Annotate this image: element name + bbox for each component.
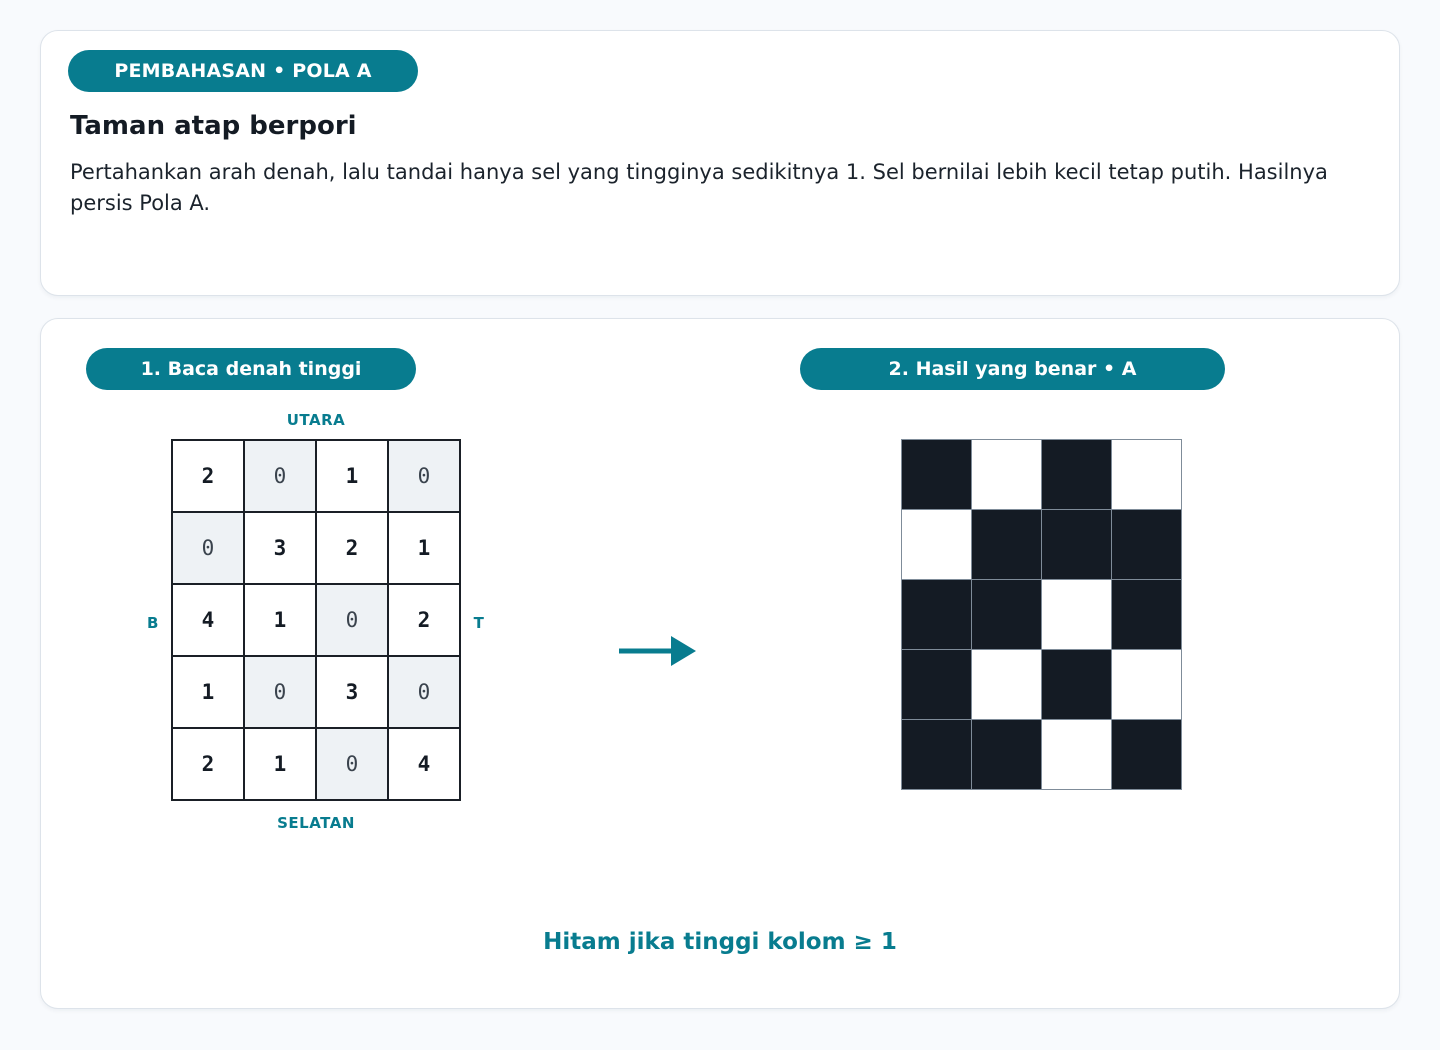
height-cell: 2 (173, 441, 245, 513)
height-cell: 1 (245, 729, 317, 801)
rule-caption: Hitam jika tinggi kolom ≥ 1 (543, 929, 897, 955)
pattern-badge: PEMBAHASAN • POLA A (68, 50, 418, 92)
result-cell-black (1042, 440, 1112, 510)
step-1-label: 1. Baca denah tinggi (86, 348, 416, 390)
result-cell-white (1042, 580, 1112, 650)
height-map-grid (171, 439, 461, 801)
height-cell: 1 (173, 657, 245, 729)
compass-west-label: B (147, 614, 159, 632)
page-title: Taman atap berpori (70, 111, 357, 141)
result-cell-white (1112, 440, 1182, 510)
step-2-label: 2. Hasil yang benar • A (800, 348, 1225, 390)
compass-east-label: T (473, 614, 485, 632)
result-cell-black (902, 440, 972, 510)
height-cell: 2 (389, 585, 461, 657)
result-cell-black (1042, 510, 1112, 580)
height-cell: 4 (173, 585, 245, 657)
result-cell-black (1042, 650, 1112, 720)
height-cell: 1 (389, 513, 461, 585)
height-cell: 3 (317, 657, 389, 729)
result-cell-white (1042, 720, 1112, 790)
result-cell-black (1112, 510, 1182, 580)
result-cell-white (1112, 650, 1182, 720)
height-cell: 4 (389, 729, 461, 801)
result-cell-black (972, 580, 1042, 650)
compass-north-label: UTARA (286, 411, 346, 429)
compass-south-label: SELATAN (277, 814, 355, 832)
result-cell-black (1112, 720, 1182, 790)
result-cell-black (1112, 580, 1182, 650)
height-cell: 1 (245, 585, 317, 657)
height-cell: 2 (173, 729, 245, 801)
height-cell: 0 (317, 585, 389, 657)
height-cell: 3 (245, 513, 317, 585)
arrow-right-icon (619, 633, 699, 669)
height-cell: 0 (389, 657, 461, 729)
height-cell: 0 (389, 441, 461, 513)
result-cell-black (972, 720, 1042, 790)
result-cell-white (972, 440, 1042, 510)
explanation-card (40, 30, 1400, 296)
result-pattern-grid (901, 439, 1182, 790)
result-cell-black (902, 650, 972, 720)
height-cell: 0 (245, 657, 317, 729)
result-cell-white (972, 650, 1042, 720)
result-cell-black (972, 510, 1042, 580)
solution-card (40, 318, 1400, 1009)
height-cell: 0 (317, 729, 389, 801)
result-cell-white (902, 510, 972, 580)
height-cell: 2 (317, 513, 389, 585)
result-cell-black (902, 580, 972, 650)
result-cell-black (902, 720, 972, 790)
height-cell: 0 (173, 513, 245, 585)
explanation-text: Pertahankan arah denah, lalu tandai hanya sel yang tingginya sedikitnya 1. Sel bernilai lebih kecil tetap putih. Hasilnya persis Pola A. (70, 160, 1328, 215)
height-cell: 0 (245, 441, 317, 513)
height-cell: 1 (317, 441, 389, 513)
